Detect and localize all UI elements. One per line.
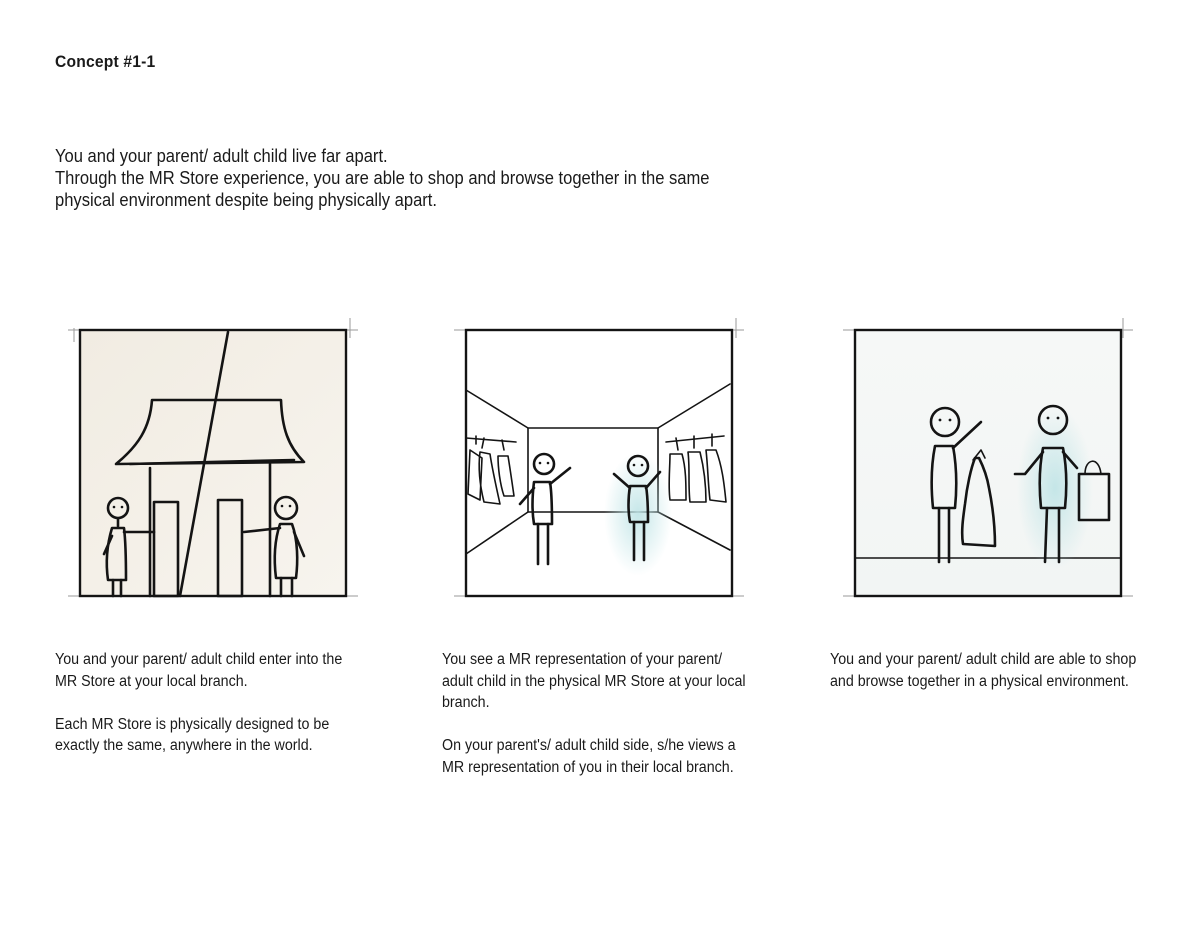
intro-line-1: You and your parent/ adult child live far apart. [55, 146, 388, 166]
intro-line-2: Through the MR Store experience, you are able to shop and browse together in the same physical environment despite being physically apart. [55, 168, 710, 210]
sketch-store-interior [454, 318, 744, 608]
panel-3-caption-p1: You and your parent/ adult child are able to shop and browse together in a physical environment. [830, 651, 1137, 690]
panel-3-caption [830, 649, 1143, 692]
panel-1-caption-p1: You and your parent/ adult child enter into the MR Store at your local branch. [55, 651, 343, 690]
sketch-shopping-together [843, 318, 1133, 608]
figure-mr-representation [604, 452, 672, 576]
sketch-store-entrance [68, 318, 358, 608]
panel-2-caption-p2: On your parent's/ adult child side, s/he views a MR representation of you in their local branch. [442, 737, 736, 776]
storyboard-panel-3 [843, 318, 1133, 608]
storyboard-panel-2 [454, 318, 744, 608]
intro-text [55, 145, 754, 211]
storyboard-panel-1 [68, 318, 358, 608]
panel-2-caption [442, 649, 755, 778]
panel-1-caption [55, 649, 368, 757]
page-title: Concept #1-1 [55, 52, 156, 71]
panel-1-caption-p2: Each MR Store is physically designed to be exactly the same, anywhere in the world. [55, 715, 330, 754]
panel-2-caption-p1: You see a MR representation of your parent/ adult child in the physical MR Store at your local branch. [442, 651, 746, 711]
